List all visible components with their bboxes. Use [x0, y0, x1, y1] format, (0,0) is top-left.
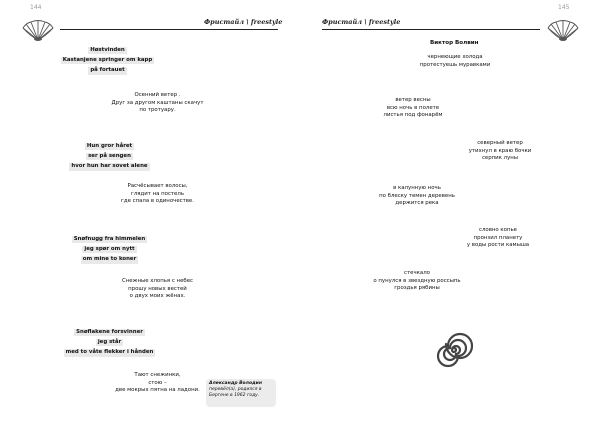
right-page: [300, 0, 600, 424]
stanza: северный ветер утихнул в краю бочки серпик луны: [468, 140, 532, 162]
page-header: Фристайл \ freestyle: [204, 18, 283, 26]
translator-name: Александр Володин: [209, 381, 262, 386]
spiral-icon: [434, 330, 474, 374]
stanza-norwegian: Høstvinden Kastanjene springer om kapp på fortauet: [62, 47, 153, 74]
translator-bio: перевёл(а), родился в Бергене в 1962 году.: [209, 387, 262, 398]
stanza: словно копье пронзил планету у воды рости камыша: [466, 227, 530, 249]
stanza-russian: Тают снежинки, стою – две мокрых пятна на ладони.: [115, 372, 200, 394]
stanza-norwegian: Snøflakene forsvinner jeg står med to våte flekker i hånden: [65, 329, 154, 356]
stanza: чернеющие холода протестуешь муравками: [419, 54, 491, 68]
stanza: стечкало о пунулся в звездную россыпь гроздья рябины: [373, 270, 461, 292]
header-rule: [60, 29, 278, 30]
stanza-russian: Осенний ветер . Друг за другом каштаны скачут по тротуару.: [111, 92, 204, 114]
stanza-russian: Снежные хлопья с небес прошу новых вестей о двух моих жёнах.: [122, 278, 193, 300]
page-number: 145: [558, 4, 570, 11]
fan-shell-icon: [545, 20, 581, 46]
fan-shell-icon: [20, 20, 56, 46]
translator-note: [206, 379, 276, 407]
poem-author: Виктор Волвин: [430, 40, 479, 46]
stanza-norwegian: Hun gror håret ser på sengen hvor hun har sovet alene: [71, 143, 148, 170]
page-number: 144: [30, 4, 42, 11]
stanza: в калунную ночь по блеску темен деревень держится река: [379, 185, 455, 207]
stanza: ветер весны всю ночь в полете листья под фонарём: [383, 97, 443, 119]
header-rule: [322, 29, 540, 30]
stanza-norwegian: Snøfnugg fra himmelen jeg spør om nytt om mine to koner: [73, 236, 146, 263]
stanza-russian: Расчёсывает волосы, глядит на постель где спала в одиночестве.: [121, 183, 194, 205]
page-header: Фристайл \ freestyle: [322, 18, 401, 26]
